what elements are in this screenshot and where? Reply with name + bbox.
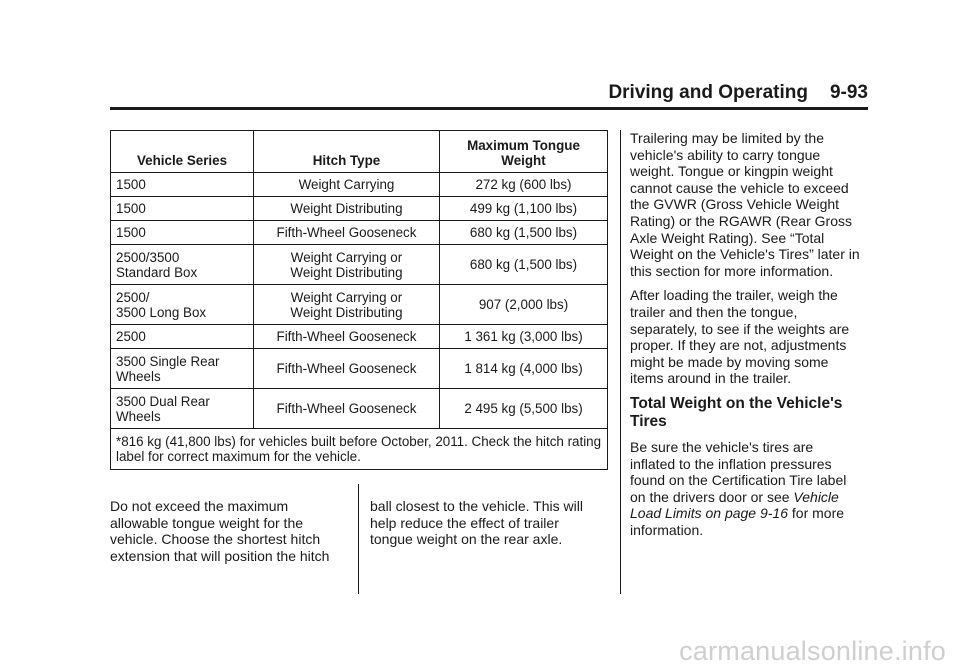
cell-series-line2: 3500 Long Box (116, 304, 207, 320)
column-divider-right (620, 130, 621, 594)
body-column-left (110, 498, 342, 572)
paragraph-tongue-weight-limit: Do not exceed the maximum allowable tongue weight for the vehicle. Choose the shortest hitch extension that will position the hitch (110, 498, 330, 564)
cell-weight: 680 kg (1,500 lbs) (440, 221, 608, 245)
cell-hitch: Fifth-Wheel Gooseneck (254, 221, 440, 245)
cell-weight: 1 814 kg (4,000 lbs) (440, 349, 608, 389)
cell-series-line2: Standard Box (116, 264, 198, 280)
paragraph-weighing-trailer: After loading the trailer, weigh the trailer and then the tongue, separately, to see if the weights are proper. If they are not, adjustments might be made by moving some items around in the trailer. (630, 287, 850, 387)
cell-series-line2: Wheels (116, 368, 161, 384)
page-number: 9-93 (829, 82, 868, 103)
cell-series-line1: 3500 Single Rear (116, 353, 220, 369)
cell-series: 1500 (111, 197, 254, 221)
body-column-middle (370, 498, 602, 556)
table-footnote: *816 kg (41,800 lbs) for vehicles built before October, 2011. Check the hitch rating label for correct maximum for the vehicle. (111, 429, 608, 470)
paragraph-hitch-ball: ball closest to the vehicle. This will help reduce the effect of trailer tongue weight on the rear axle. (370, 498, 583, 548)
cell-series-line1: 3500 Dual Rear (116, 393, 210, 409)
page-header (110, 82, 868, 108)
cell-weight: 1 361 kg (3,000 lbs) (440, 325, 608, 349)
subheading-total-weight: Total Weight on the Vehicle's Tires (630, 394, 843, 430)
column-header-series: Vehicle Series (111, 131, 254, 173)
site-watermark: carmanualsonline.info (679, 636, 946, 666)
cell-series (111, 245, 254, 285)
cell-hitch-line2: Weight Distributing (290, 304, 403, 320)
cell-hitch (254, 285, 440, 325)
table-footnote-row (111, 429, 608, 470)
cell-hitch: Weight Carrying (254, 173, 440, 197)
header-title (608, 82, 868, 104)
cell-hitch (254, 245, 440, 285)
column-divider-middle (358, 484, 359, 594)
table-row (111, 325, 608, 349)
cell-hitch-line1: Weight Carrying or (290, 249, 403, 265)
table-header-row (111, 131, 608, 173)
cell-hitch: Weight Distributing (254, 197, 440, 221)
cell-series (111, 349, 254, 389)
cell-weight: 680 kg (1,500 lbs) (440, 245, 608, 285)
table-row (111, 285, 608, 325)
cell-series (111, 285, 254, 325)
cell-series: 1500 (111, 173, 254, 197)
column-header-weight: Maximum Tongue Weight (440, 131, 608, 173)
cell-hitch: Fifth-Wheel Gooseneck (254, 389, 440, 429)
paragraph-tire-inflation (630, 439, 862, 539)
cell-series-line2: Wheels (116, 408, 161, 424)
table-row (111, 349, 608, 389)
cell-series: 1500 (111, 221, 254, 245)
cell-series: 2500 (111, 325, 254, 349)
table-row (111, 197, 608, 221)
cell-series (111, 389, 254, 429)
tire-text-end: for more information. (630, 505, 845, 538)
cell-weight: 907 (2,000 lbs) (440, 285, 608, 325)
section-title: Driving and Operating (608, 82, 808, 103)
body-column-right (630, 130, 862, 546)
cell-series-line1: 2500/3500 (116, 249, 180, 265)
cell-hitch: Fifth-Wheel Gooseneck (254, 325, 440, 349)
cell-weight: 499 kg (1,100 lbs) (440, 197, 608, 221)
cell-series-line1: 2500/ (116, 289, 150, 305)
cell-weight: 272 kg (600 lbs) (440, 173, 608, 197)
load-limits-reference-link[interactable]: Vehicle Load Limits on page 9-16 (630, 488, 839, 522)
table-row (111, 389, 608, 429)
table-row (111, 221, 608, 245)
tongue-weight-table (110, 130, 608, 470)
table-row (111, 173, 608, 197)
cell-hitch-line1: Weight Carrying or (290, 289, 403, 305)
cell-hitch: Fifth-Wheel Gooseneck (254, 349, 440, 389)
cell-weight: 2 495 kg (5,500 lbs) (440, 389, 608, 429)
table-row (111, 245, 608, 285)
paragraph-trailering-limits: Trailering may be limited by the vehicle's ability to carry tongue weight. Tongue or kingpin weight cannot cause the vehicle to exceed the GVWR (Gross Vehicle Weight Rating) or the RGAWR (Rear Gross Axle Weight Rating). See “Total Weight on the Vehicle's Tires” later in this section for more information. (630, 130, 860, 279)
header-rule (110, 107, 868, 110)
column-header-hitch: Hitch Type (254, 131, 440, 173)
cell-hitch-line2: Weight Distributing (290, 264, 403, 280)
tire-text-start: Be sure the vehicle's tires are inflated to the inflation pressures found on the Certification Tire label on the drivers door or see (630, 438, 847, 505)
